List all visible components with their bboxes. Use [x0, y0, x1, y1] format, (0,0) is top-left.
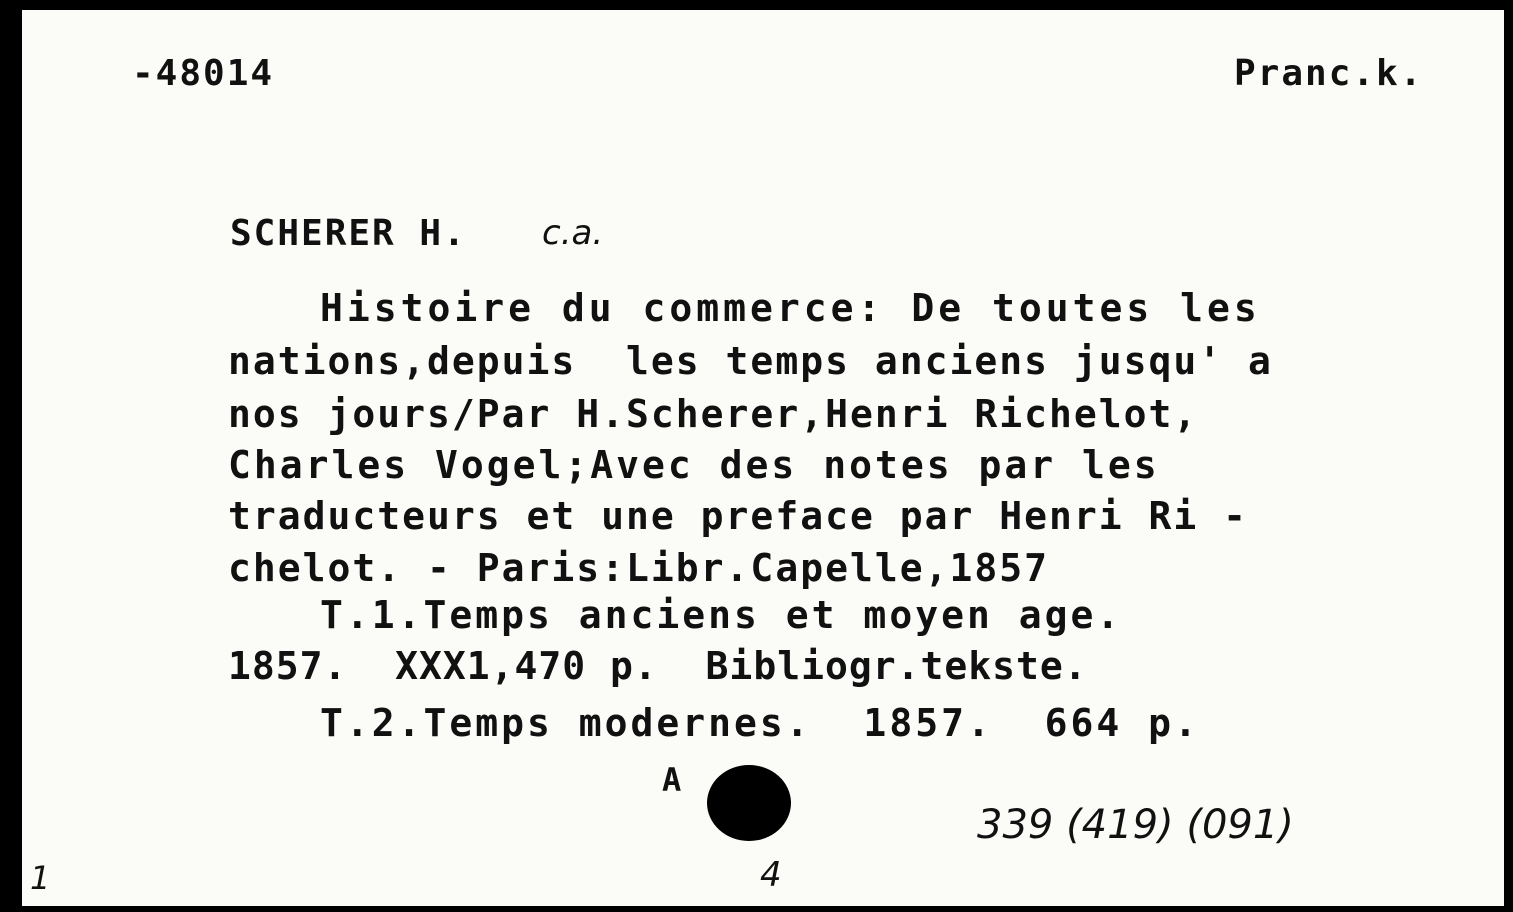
- title-line-3: nos jours/Par H.Scherer,Henri Richelot,: [228, 392, 1199, 436]
- author-heading: SCHERER H.: [230, 213, 467, 254]
- bottom-center-mark: 4: [760, 855, 782, 895]
- title-line-2: nations,depuis les temps anciens jusqu' a: [228, 339, 1273, 383]
- shelf-mark-handwritten: 339 (419) (091): [977, 802, 1294, 848]
- bottom-left-mark: 1: [30, 859, 51, 897]
- punch-hole: [707, 765, 791, 841]
- author-handwritten-note: c.a.: [542, 213, 604, 253]
- title-line-1: Histoire du commerce: De toutes les: [320, 286, 1261, 330]
- title-line-5: traducteurs et une preface par Henri Ri -: [228, 494, 1248, 538]
- classification-code: Pranc.k.: [1234, 53, 1424, 94]
- volume-1-details: 1857. XXX1,470 p. Bibliogr.tekste.: [228, 644, 1088, 688]
- volume-2-line: T.2.Temps modernes. 1857. 664 p.: [320, 701, 1200, 745]
- title-line-6: chelot. - Paris:Libr.Capelle,1857: [228, 546, 1049, 590]
- title-line-4: Charles Vogel;Avec des notes par les: [228, 443, 1160, 487]
- volume-1-line: T.1.Temps anciens et moyen age.: [320, 593, 1123, 637]
- accession-number: -48014: [132, 53, 275, 94]
- stamp-letter: A: [662, 761, 682, 799]
